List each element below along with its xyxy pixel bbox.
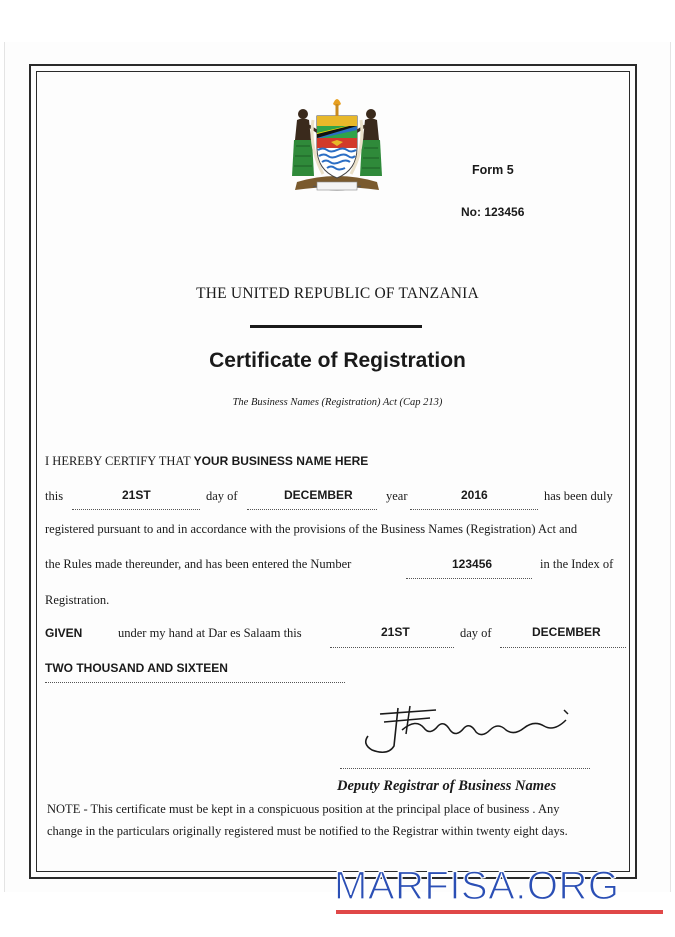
text-year: year xyxy=(386,489,408,503)
form-label: Form 5 xyxy=(472,163,514,177)
act-reference: The Business Names (Registration) Act (Cap 213) xyxy=(232,397,443,408)
number-fill-line xyxy=(406,578,532,579)
business-name: YOUR BUSINESS NAME HERE xyxy=(193,454,369,468)
rules-text: the Rules made thereunder, and has been entered the Number xyxy=(45,557,352,571)
given-day: 21ST xyxy=(381,625,410,639)
given-day-fill-line xyxy=(330,647,454,648)
heading-divider xyxy=(250,325,422,328)
year-fill-line xyxy=(410,509,538,510)
year-words-fill-line xyxy=(45,682,345,683)
given-label: GIVEN xyxy=(45,626,83,640)
signature-line xyxy=(340,768,590,769)
given-text: under my hand at Dar es Salaam this xyxy=(118,626,302,640)
text-has-been-duly: has been duly xyxy=(544,489,613,503)
text-day-of: day of xyxy=(206,489,238,503)
note-line-2: change in the particulars originally registered must be notified to the Registrar within twenty eight days. xyxy=(47,824,568,838)
text-index-of: in the Index of xyxy=(540,557,614,571)
text-this: this xyxy=(45,489,64,503)
registration-day: 21ST xyxy=(122,488,151,502)
certificate-title: Certificate of Registration xyxy=(209,349,466,372)
index-number: 123456 xyxy=(452,557,493,571)
registered-pursuant-text: registered pursuant to and in accordance with the provisions of the Business Names (Registration) Act and xyxy=(45,522,578,536)
certificate-number: No: 123456 xyxy=(461,205,525,219)
note-line-1: NOTE - This certificate must be kept in a conspicuous position at the principal place of business . Any xyxy=(47,802,560,816)
month-fill-line xyxy=(247,509,377,510)
year-in-words: TWO THOUSAND AND SIXTEEN xyxy=(45,661,228,675)
given-month: DECEMBER xyxy=(532,625,601,639)
given-month-fill-line xyxy=(500,647,626,648)
registration-year: 2016 xyxy=(461,488,488,502)
signatory-title: Deputy Registrar of Business Names xyxy=(337,778,557,794)
given-day-of: day of xyxy=(460,626,492,640)
certify-line xyxy=(45,454,368,469)
day-fill-line xyxy=(72,509,200,510)
watermark-underline xyxy=(336,910,663,914)
text-registration: Registration. xyxy=(45,593,110,607)
watermark-text: MARFISA.ORG xyxy=(334,864,620,908)
republic-heading: THE UNITED REPUBLIC OF TANZANIA xyxy=(196,285,479,302)
certify-prefix: I HEREBY CERTIFY THAT xyxy=(45,454,191,468)
tanzania-coat-of-arms-icon xyxy=(283,90,391,198)
registration-month: DECEMBER xyxy=(284,488,353,502)
registrar-signature xyxy=(358,700,578,760)
